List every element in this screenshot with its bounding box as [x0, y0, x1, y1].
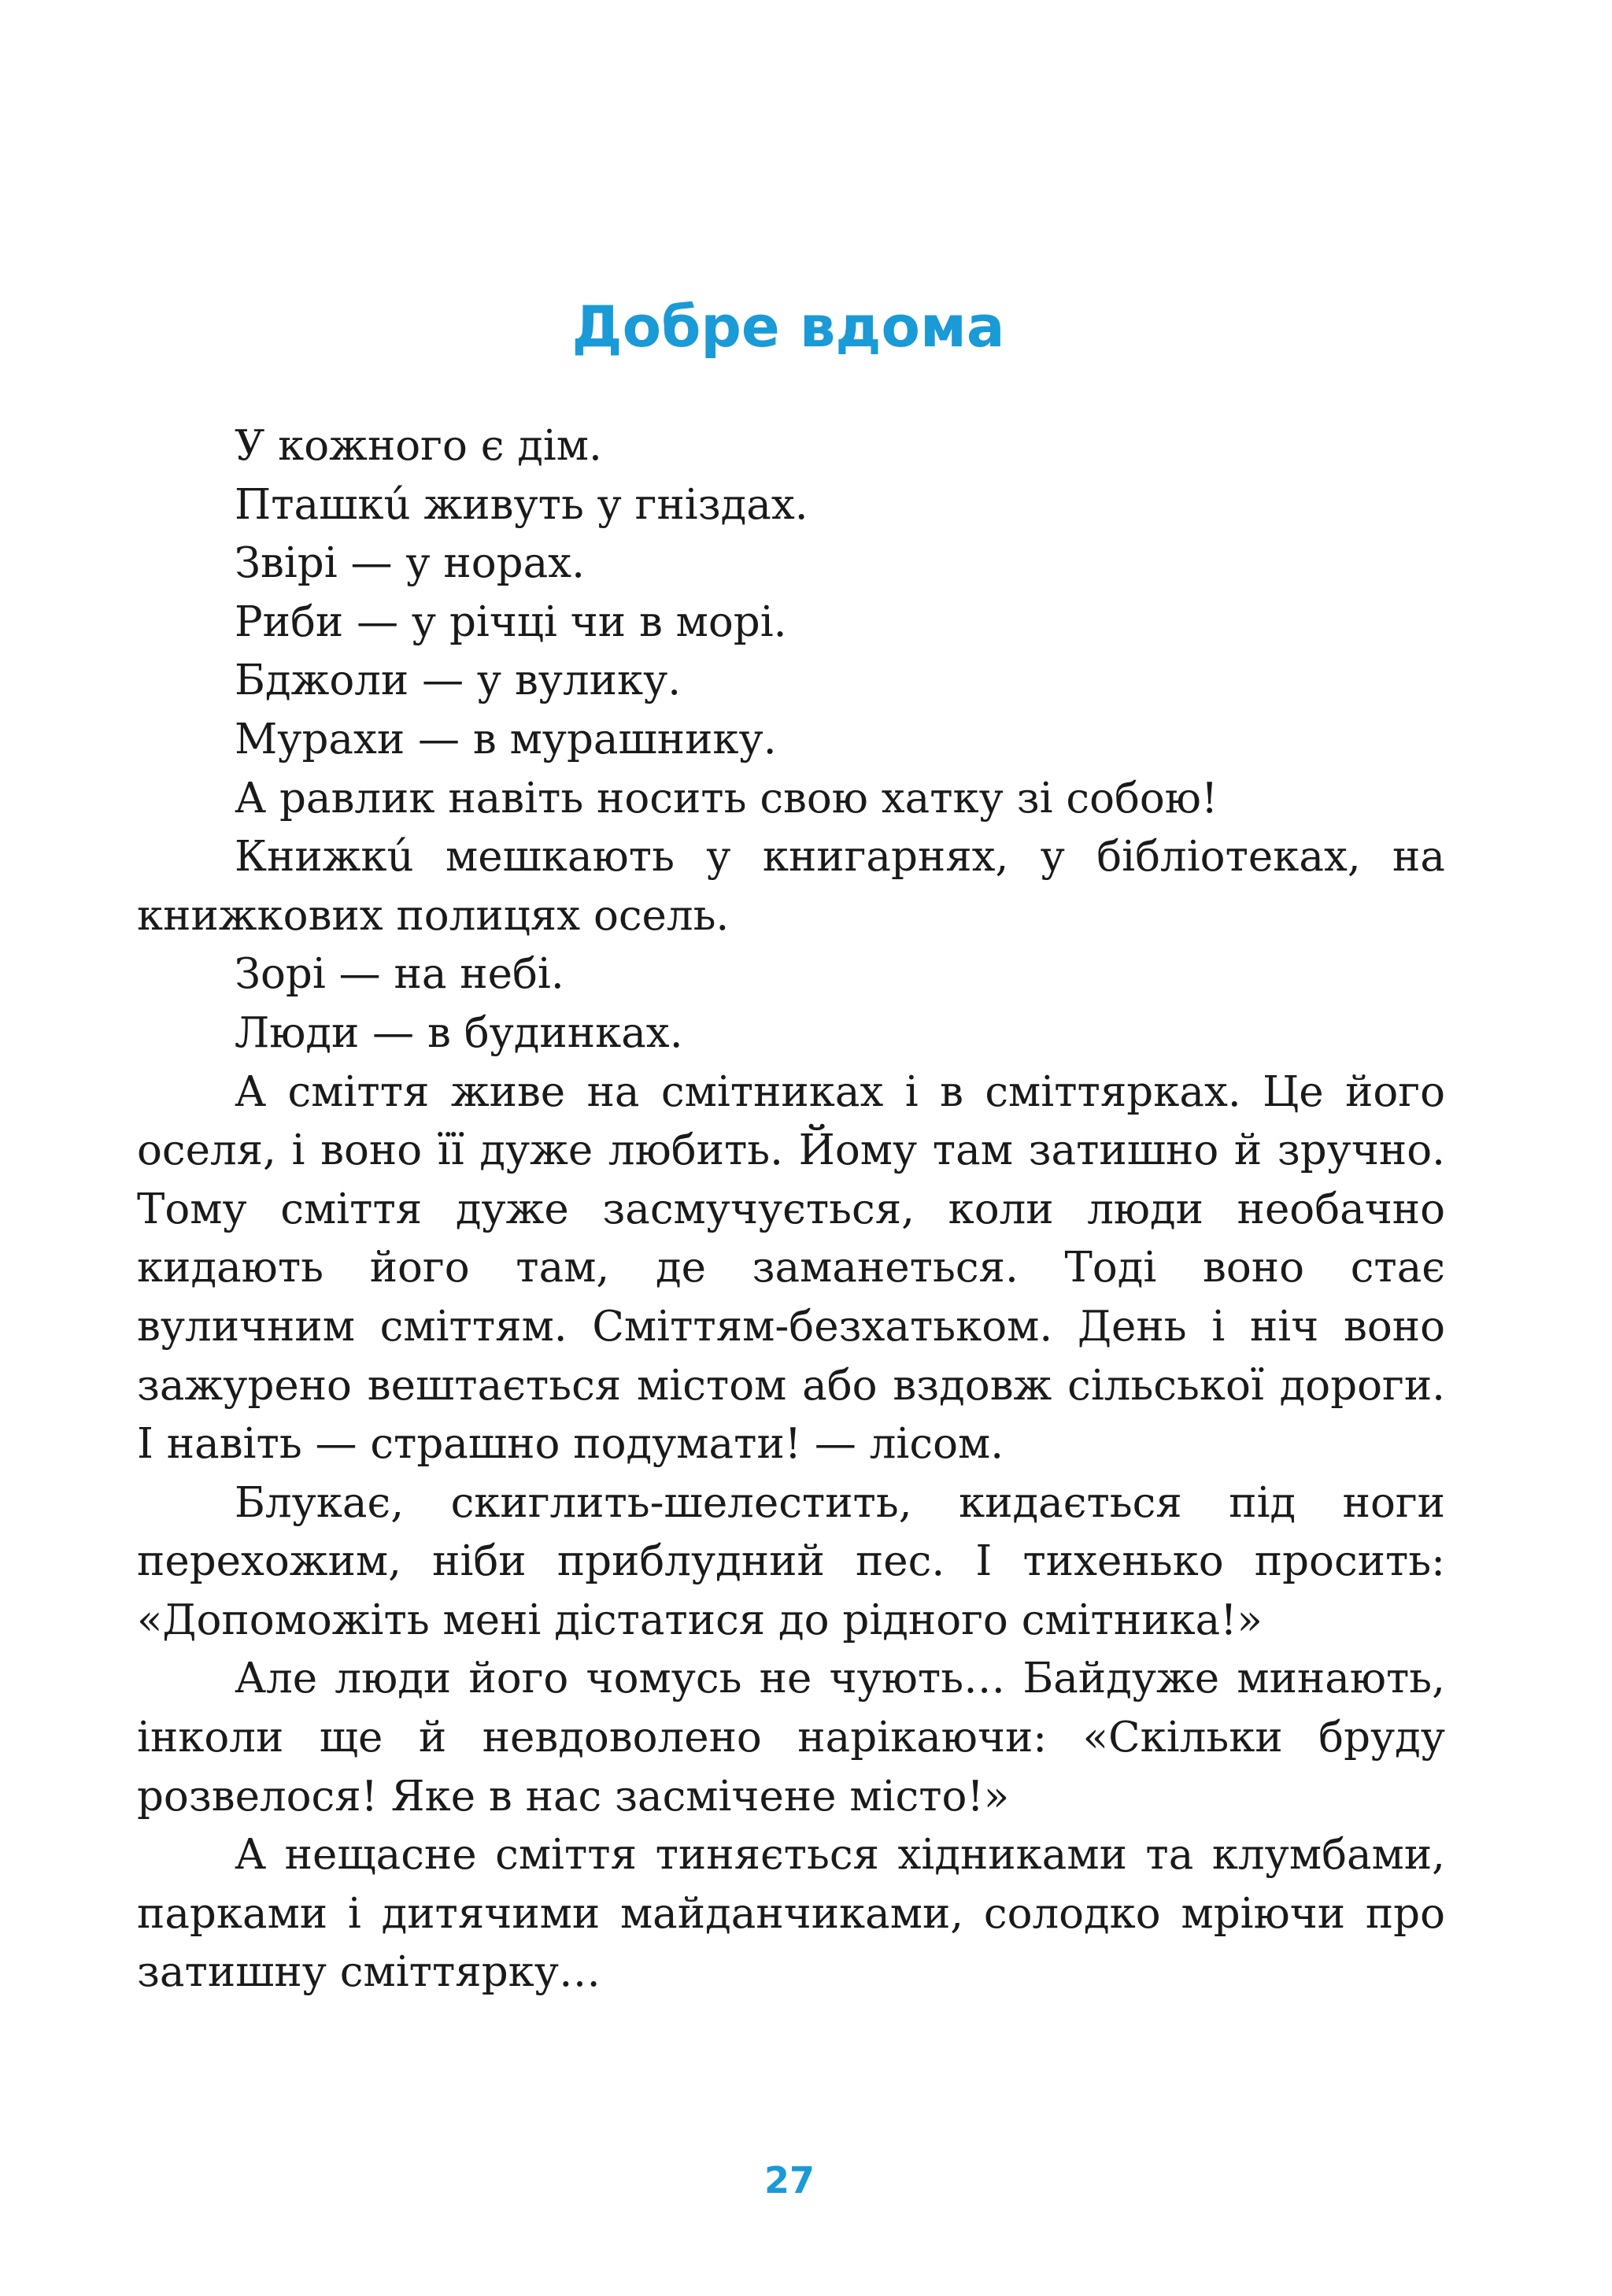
- story-body: [137, 417, 1445, 2002]
- paragraph: А нещасне сміття тиняється хідниками та клумбами, парками і дитячими майданчиками, солодко мріючи про затишну сміттярку…: [137, 1831, 1445, 1997]
- paragraph: У кожного є дім.: [235, 422, 602, 470]
- paragraph: Бджоли — у вулику.: [235, 656, 682, 705]
- paragraph: А сміття живе на смітниках і в сміттярках. Це його оселя, і воно її дуже любить. Йому там затишно й зручно. Тому сміття дуже засмучується, коли люди необачно кидають його там, де заманеться. Тоді воно стає вуличним сміттям. Сміттям-безхатьком. День і ніч воно зажурено вештається містом або вздовж сільської дороги. І навіть — страшно подумати! — лісом.: [137, 1067, 1445, 1469]
- paragraph: Книжкú мешкають у книгарнях, у бібліотеках, на книжкових полицях осель.: [137, 833, 1445, 940]
- paragraph: Пташкú живуть у гніздах.: [235, 480, 808, 529]
- paragraph: Мурахи — в мурашнику.: [235, 715, 777, 763]
- paragraph: А равлик навіть носить свою хатку зі собою!: [235, 774, 1218, 823]
- paragraph: Риби — у річці чи в морі.: [235, 597, 787, 646]
- paragraph: Але люди його чомусь не чують… Байдуже минають, інколи ще й невдоволено нарікаючи: «Скільки бруду розвелося! Яке в нас засмічене місто!»: [137, 1655, 1445, 1821]
- paragraph: Звірі — у норах.: [235, 539, 585, 588]
- page-number: 27: [763, 2159, 815, 2202]
- story-title: Добре вдома: [571, 294, 1005, 360]
- paragraph: Люди — в будинках.: [235, 1008, 683, 1057]
- paragraph: Блукає, скиглить-шелестить, кидається під ноги перехожим, ніби приблудний пес. І тихенько просить: «Допоможіть мені дістатися до рідного смітника!»: [137, 1478, 1445, 1644]
- paragraph: Зорі — на небі.: [235, 950, 564, 999]
